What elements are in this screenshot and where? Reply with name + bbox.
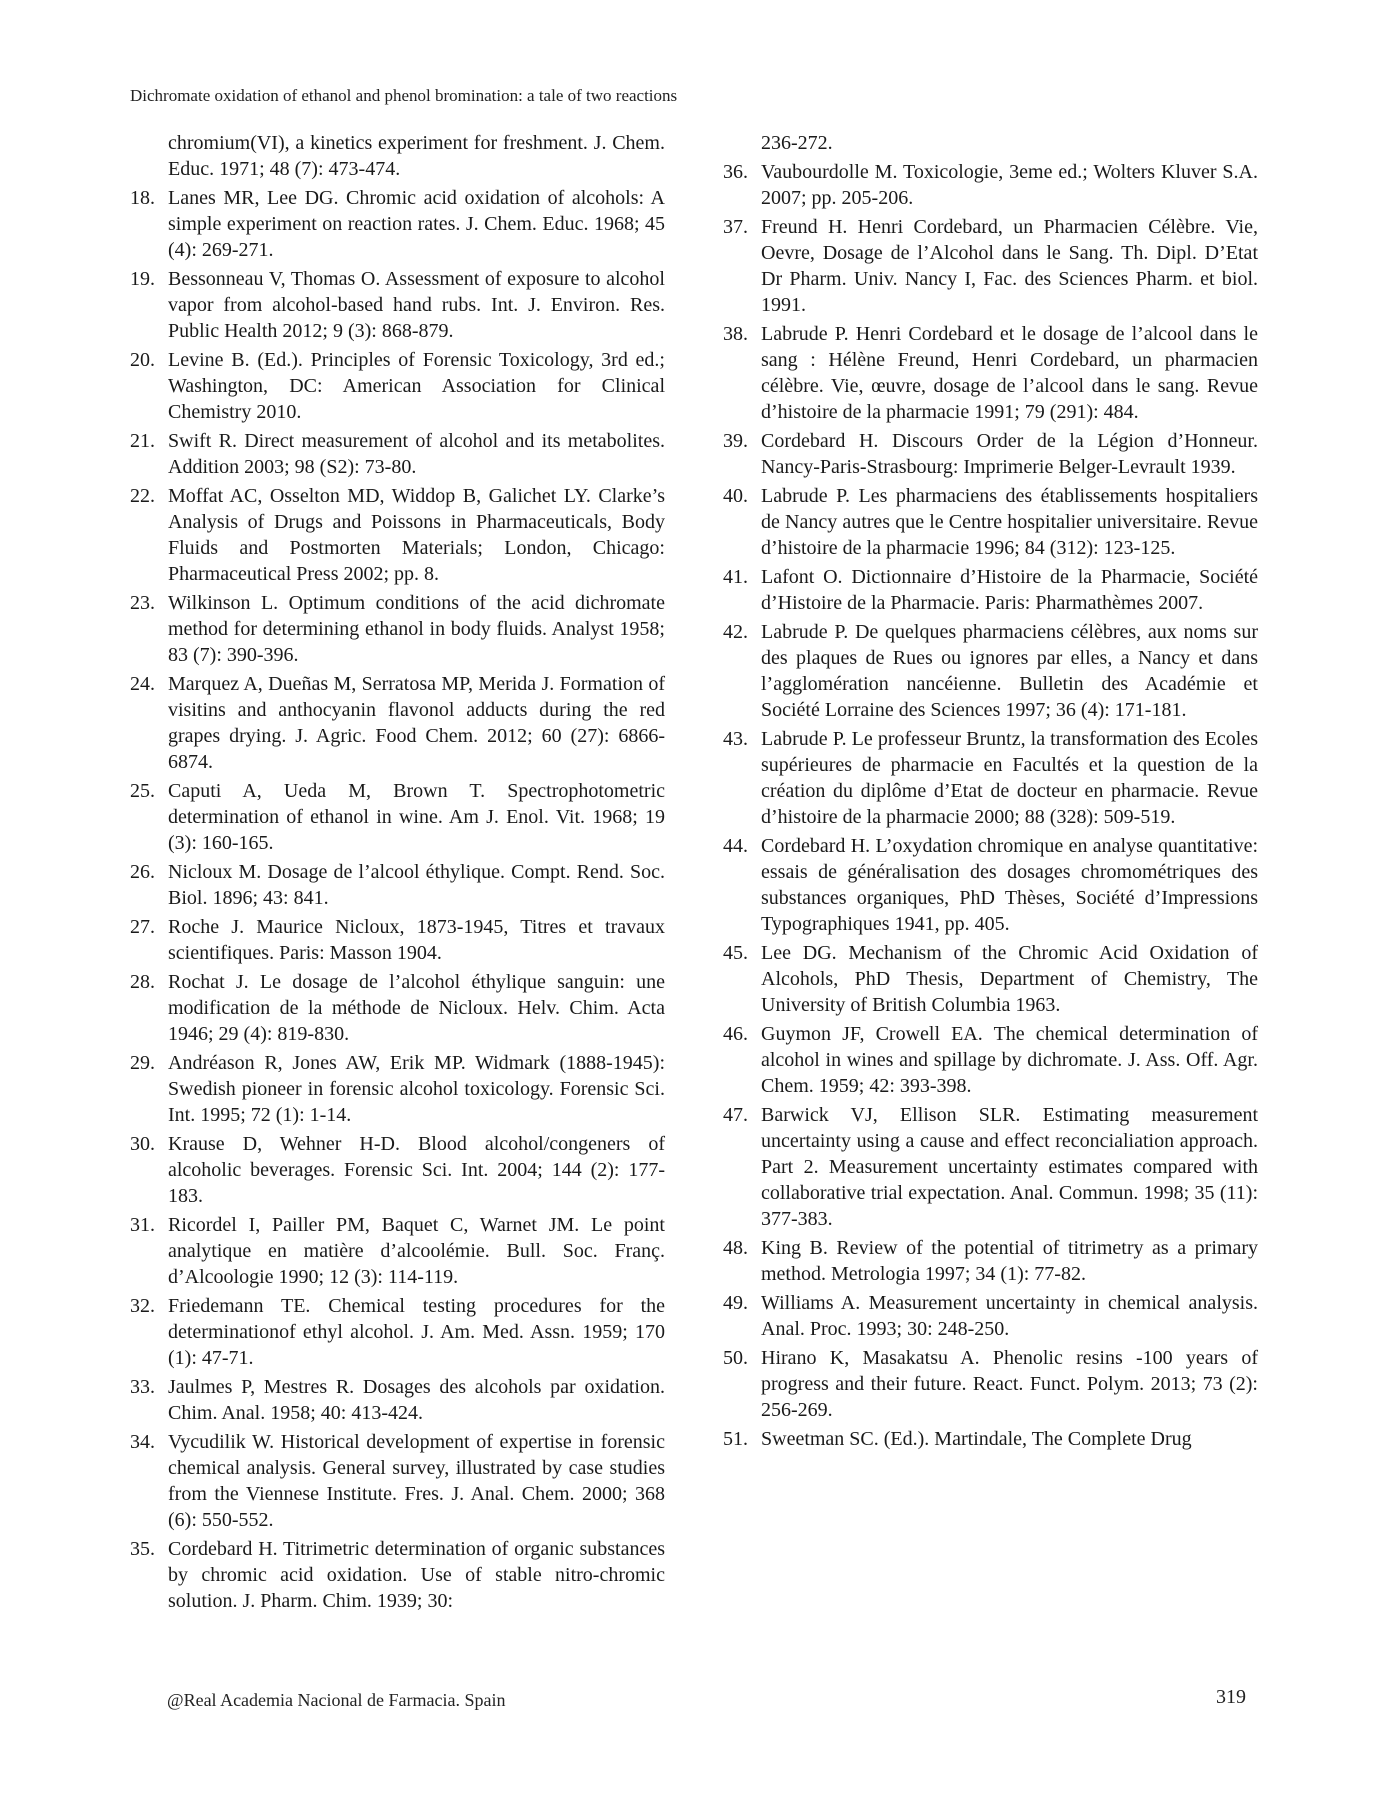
reference-text: Jaulmes P, Mestres R. Dosages des alcohols par oxidation. Chim. Anal. 1958; 40: 413-424. bbox=[168, 1376, 665, 1424]
reference-text: Labrude P. Les pharmaciens des établissements hospitaliers de Nancy autres que le Centre hospitalier universitaire. Revue d’histoire de la pharmacie 1996; 84 (312): 123-125. bbox=[761, 485, 1258, 559]
reference-text: Vycudilik W. Historical development of expertise in forensic chemical analysis. General survey, illustrated by case studies from the Viennese Institute. Fres. J. Anal. Chem. 2000; 368 (6): 550-552. bbox=[168, 1431, 665, 1531]
reference-item bbox=[723, 214, 1258, 318]
reference-item bbox=[130, 483, 665, 587]
reference-text: Guymon JF, Crowell EA. The chemical determination of alcohol in wines and spillage by dichromate. J. Ass. Off. Agr. Chem. 1959; 42: 393-398. bbox=[761, 1023, 1258, 1097]
reference-item bbox=[130, 590, 665, 668]
reference-item bbox=[723, 726, 1258, 830]
reference-text: Friedemann TE. Chemical testing procedures for the determinationof ethyl alcohol. J. Am. Med. Assn. 1959; 170 (1): 47-71. bbox=[168, 1295, 665, 1369]
reference-number: 23. bbox=[130, 592, 155, 614]
reference-text: Moffat AC, Osselton MD, Widdop B, Galichet LY. Clarke’s Analysis of Drugs and Poissons in Pharmaceuticals, Body Fluids and Postmorten Materials; London, Chicago: Pharmaceutical Press 2002; pp. 8. bbox=[168, 485, 665, 585]
reference-number: 19. bbox=[130, 268, 155, 290]
reference-text: Cordebard H. Titrimetric determination of organic substances by chromic acid oxidation. Use of stable nitro-chromic solution. J. Pharm. Chim. 1939; 30: bbox=[168, 1538, 665, 1612]
reference-text: Cordebard H. L’oxydation chromique en analyse quantitative: essais de généralisation des dosages chromométriques des substances organiques, PhD Thèses, Société d’Impressions Typographiques 1941, pp. 405. bbox=[761, 835, 1258, 935]
reference-item bbox=[723, 483, 1258, 561]
reference-text: 236-272. bbox=[761, 132, 833, 154]
reference-item bbox=[130, 1536, 665, 1614]
reference-item bbox=[723, 1426, 1258, 1452]
reference-text: chromium(VI), a kinetics experiment for freshment. J. Chem. Educ. 1971; 48 (7): 473-474. bbox=[168, 132, 665, 180]
reference-text: Labrude P. De quelques pharmaciens célèbres, aux noms sur des plaques de Rues ou ignores par elles, a Nancy et dans l’agglomération nancéienne. Bulletin des Académie et Société Lorraine des Sciences 1997; 36 (4): 171-181. bbox=[761, 621, 1258, 721]
reference-number: 25. bbox=[130, 780, 155, 802]
reference-item bbox=[723, 1235, 1258, 1287]
reference-text: Nicloux M. Dosage de l’alcool éthylique. Compt. Rend. Soc. Biol. 1896; 43: 841. bbox=[168, 861, 665, 909]
reference-item bbox=[723, 130, 1258, 156]
running-head: Dichromate oxidation of ethanol and phenol bromination: a tale of two reactions bbox=[130, 86, 678, 105]
reference-number: 48. bbox=[723, 1237, 748, 1259]
reference-number: 43. bbox=[723, 728, 748, 750]
reference-number: 22. bbox=[130, 485, 155, 507]
reference-number: 31. bbox=[130, 1214, 155, 1236]
reference-text: King B. Review of the potential of titrimetry as a primary method. Metrologia 1997; 34 (1): 77-82. bbox=[761, 1237, 1258, 1285]
reference-item bbox=[130, 1131, 665, 1209]
reference-item bbox=[130, 671, 665, 775]
reference-item bbox=[723, 619, 1258, 723]
reference-number: 29. bbox=[130, 1052, 155, 1074]
reference-number: 24. bbox=[130, 673, 155, 695]
reference-number: 20. bbox=[130, 349, 155, 371]
reference-number: 28. bbox=[130, 971, 155, 993]
reference-item bbox=[130, 1374, 665, 1426]
reference-item bbox=[130, 1212, 665, 1290]
reference-number: 26. bbox=[130, 861, 155, 883]
reference-text: Vaubourdolle M. Toxicologie, 3eme ed.; Wolters Kluver S.A. 2007; pp. 205-206. bbox=[761, 161, 1258, 209]
reference-item bbox=[130, 1429, 665, 1533]
reference-number: 40. bbox=[723, 485, 748, 507]
reference-text: Lafont O. Dictionnaire d’Histoire de la Pharmacie, Société d’Histoire de la Pharmacie. Paris: Pharmathèmes 2007. bbox=[761, 566, 1258, 614]
reference-number: 42. bbox=[723, 621, 748, 643]
reference-number: 41. bbox=[723, 566, 748, 588]
reference-number: 34. bbox=[130, 1431, 155, 1453]
reference-number: 50. bbox=[723, 1347, 748, 1369]
reference-item bbox=[130, 347, 665, 425]
reference-text: Hirano K, Masakatsu A. Phenolic resins -100 years of progress and their future. React. Funct. Polym. 2013; 73 (2): 256-269. bbox=[761, 1347, 1258, 1421]
reference-text: Sweetman SC. (Ed.). Martindale, The Complete Drug bbox=[761, 1428, 1192, 1450]
reference-number: 33. bbox=[130, 1376, 155, 1398]
reference-item bbox=[130, 266, 665, 344]
reference-text: Freund H. Henri Cordebard, un Pharmacien Célèbre. Vie, Oevre, Dosage de l’Alcohol dans le Sang. Th. Dipl. D’Etat Dr Pharm. Univ. Nancy I, Fac. des Sciences Pharm. et biol. 1991. bbox=[761, 216, 1258, 316]
reference-item bbox=[723, 1345, 1258, 1423]
reference-item bbox=[723, 940, 1258, 1018]
reference-item bbox=[130, 185, 665, 263]
reference-text: Lee DG. Mechanism of the Chromic Acid Oxidation of Alcohols, PhD Thesis, Department of Chemistry, The University of British Columbia 1963. bbox=[761, 942, 1258, 1016]
reference-text: Williams A. Measurement uncertainty in chemical analysis. Anal. Proc. 1993; 30: 248-250. bbox=[761, 1292, 1258, 1340]
reference-item bbox=[130, 1293, 665, 1371]
reference-item bbox=[723, 1290, 1258, 1342]
reference-item bbox=[723, 564, 1258, 616]
reference-text: Labrude P. Henri Cordebard et le dosage de l’alcool dans le sang : Hélène Freund, Henri Cordebard, un pharmacien célèbre. Vie, œuvre, dosage de l’alcool dans le sang. Revue d’histoire de la pharmacie 1991; 79 (291): 484. bbox=[761, 323, 1258, 423]
reference-item bbox=[130, 778, 665, 856]
reference-number: 47. bbox=[723, 1104, 748, 1126]
reference-number: 30. bbox=[130, 1133, 155, 1155]
reference-number: 44. bbox=[723, 835, 748, 857]
reference-number: 21. bbox=[130, 430, 155, 452]
reference-list-right-column bbox=[723, 130, 1258, 1455]
reference-item bbox=[130, 130, 665, 182]
reference-text: Wilkinson L. Optimum conditions of the acid dichromate method for determining ethanol in body fluids. Analyst 1958; 83 (7): 390-396. bbox=[168, 592, 665, 666]
page-number: 319 bbox=[1216, 1686, 1246, 1708]
reference-text: Rochat J. Le dosage de l’alcohol éthylique sanguin: une modification de la méthode de Nicloux. Helv. Chim. Acta 1946; 29 (4): 819-830. bbox=[168, 971, 665, 1045]
reference-number: 39. bbox=[723, 430, 748, 452]
reference-number: 49. bbox=[723, 1292, 748, 1314]
reference-item bbox=[723, 833, 1258, 937]
reference-text: Lanes MR, Lee DG. Chromic acid oxidation of alcohols: A simple experiment on reaction rates. J. Chem. Educ. 1968; 45 (4): 269-271. bbox=[168, 187, 665, 261]
reference-text: Labrude P. Le professeur Bruntz, la transformation des Ecoles supérieures de pharmacie en Facultés et la question de la création du diplôme d’Etat de docteur en pharmacie. Revue d’histoire de la pharmacie 2000; 88 (328): 509-519. bbox=[761, 728, 1258, 828]
reference-item bbox=[723, 428, 1258, 480]
reference-number: 45. bbox=[723, 942, 748, 964]
reference-item bbox=[130, 914, 665, 966]
reference-item bbox=[723, 1102, 1258, 1232]
reference-item bbox=[723, 321, 1258, 425]
reference-item bbox=[723, 159, 1258, 211]
reference-text: Krause D, Wehner H-D. Blood alcohol/congeners of alcoholic beverages. Forensic Sci. Int. 2004; 144 (2): 177-183. bbox=[168, 1133, 665, 1207]
reference-text: Swift R. Direct measurement of alcohol and its metabolites. Addition 2003; 98 (S2): 73-80. bbox=[168, 430, 665, 478]
reference-text: Andréason R, Jones AW, Erik MP. Widmark (1888-1945): Swedish pioneer in forensic alcohol toxicology. Forensic Sci. Int. 1995; 72 (1): 1-14. bbox=[168, 1052, 665, 1126]
reference-number: 32. bbox=[130, 1295, 155, 1317]
reference-item bbox=[723, 1021, 1258, 1099]
reference-number: 27. bbox=[130, 916, 155, 938]
reference-item bbox=[130, 428, 665, 480]
reference-text: Bessonneau V, Thomas O. Assessment of exposure to alcohol vapor from alcohol-based hand rubs. Int. J. Environ. Res. Public Health 2012; 9 (3): 868-879. bbox=[168, 268, 665, 342]
reference-list-left-column bbox=[130, 130, 665, 1617]
footer-publisher: @Real Academia Nacional de Farmacia. Spain bbox=[167, 1690, 506, 1710]
reference-item bbox=[130, 969, 665, 1047]
reference-text: Roche J. Maurice Nicloux, 1873-1945, Titres et travaux scientifiques. Paris: Masson 1904. bbox=[168, 916, 665, 964]
reference-number: 35. bbox=[130, 1538, 155, 1560]
reference-text: Barwick VJ, Ellison SLR. Estimating measurement uncertainty using a cause and effect reconcialiation approach. Part 2. Measurement uncertainty estimates compared with collaborative trial expectation. Anal. Commun. 1998; 35 (11): 377-383. bbox=[761, 1104, 1258, 1230]
reference-number: 51. bbox=[723, 1428, 748, 1450]
reference-text: Ricordel I, Pailler PM, Baquet C, Warnet JM. Le point analytique en matière d’alcoolémie. Bull. Soc. Franç. d’Alcoologie 1990; 12 (3): 114-119. bbox=[168, 1214, 665, 1288]
reference-number: 38. bbox=[723, 323, 748, 345]
reference-number: 36. bbox=[723, 161, 748, 183]
reference-text: Cordebard H. Discours Order de la Légion d’Honneur. Nancy-Paris-Strasbourg: Imprimerie Belger-Levrault 1939. bbox=[761, 430, 1258, 478]
reference-text: Levine B. (Ed.). Principles of Forensic Toxicology, 3rd ed.; Washington, DC: American Association for Clinical Chemistry 2010. bbox=[168, 349, 665, 423]
reference-item bbox=[130, 1050, 665, 1128]
reference-item bbox=[130, 859, 665, 911]
reference-text: Marquez A, Dueñas M, Serratosa MP, Merida J. Formation of visitins and anthocyanin flavonol adducts during the red grapes drying. J. Agric. Food Chem. 2012; 60 (27): 6866-6874. bbox=[168, 673, 665, 773]
reference-number: 37. bbox=[723, 216, 748, 238]
reference-number: 18. bbox=[130, 187, 155, 209]
reference-number: 46. bbox=[723, 1023, 748, 1045]
reference-text: Caputi A, Ueda M, Brown T. Spectrophotometric determination of ethanol in wine. Am J. Enol. Vit. 1968; 19 (3): 160-165. bbox=[168, 780, 665, 854]
